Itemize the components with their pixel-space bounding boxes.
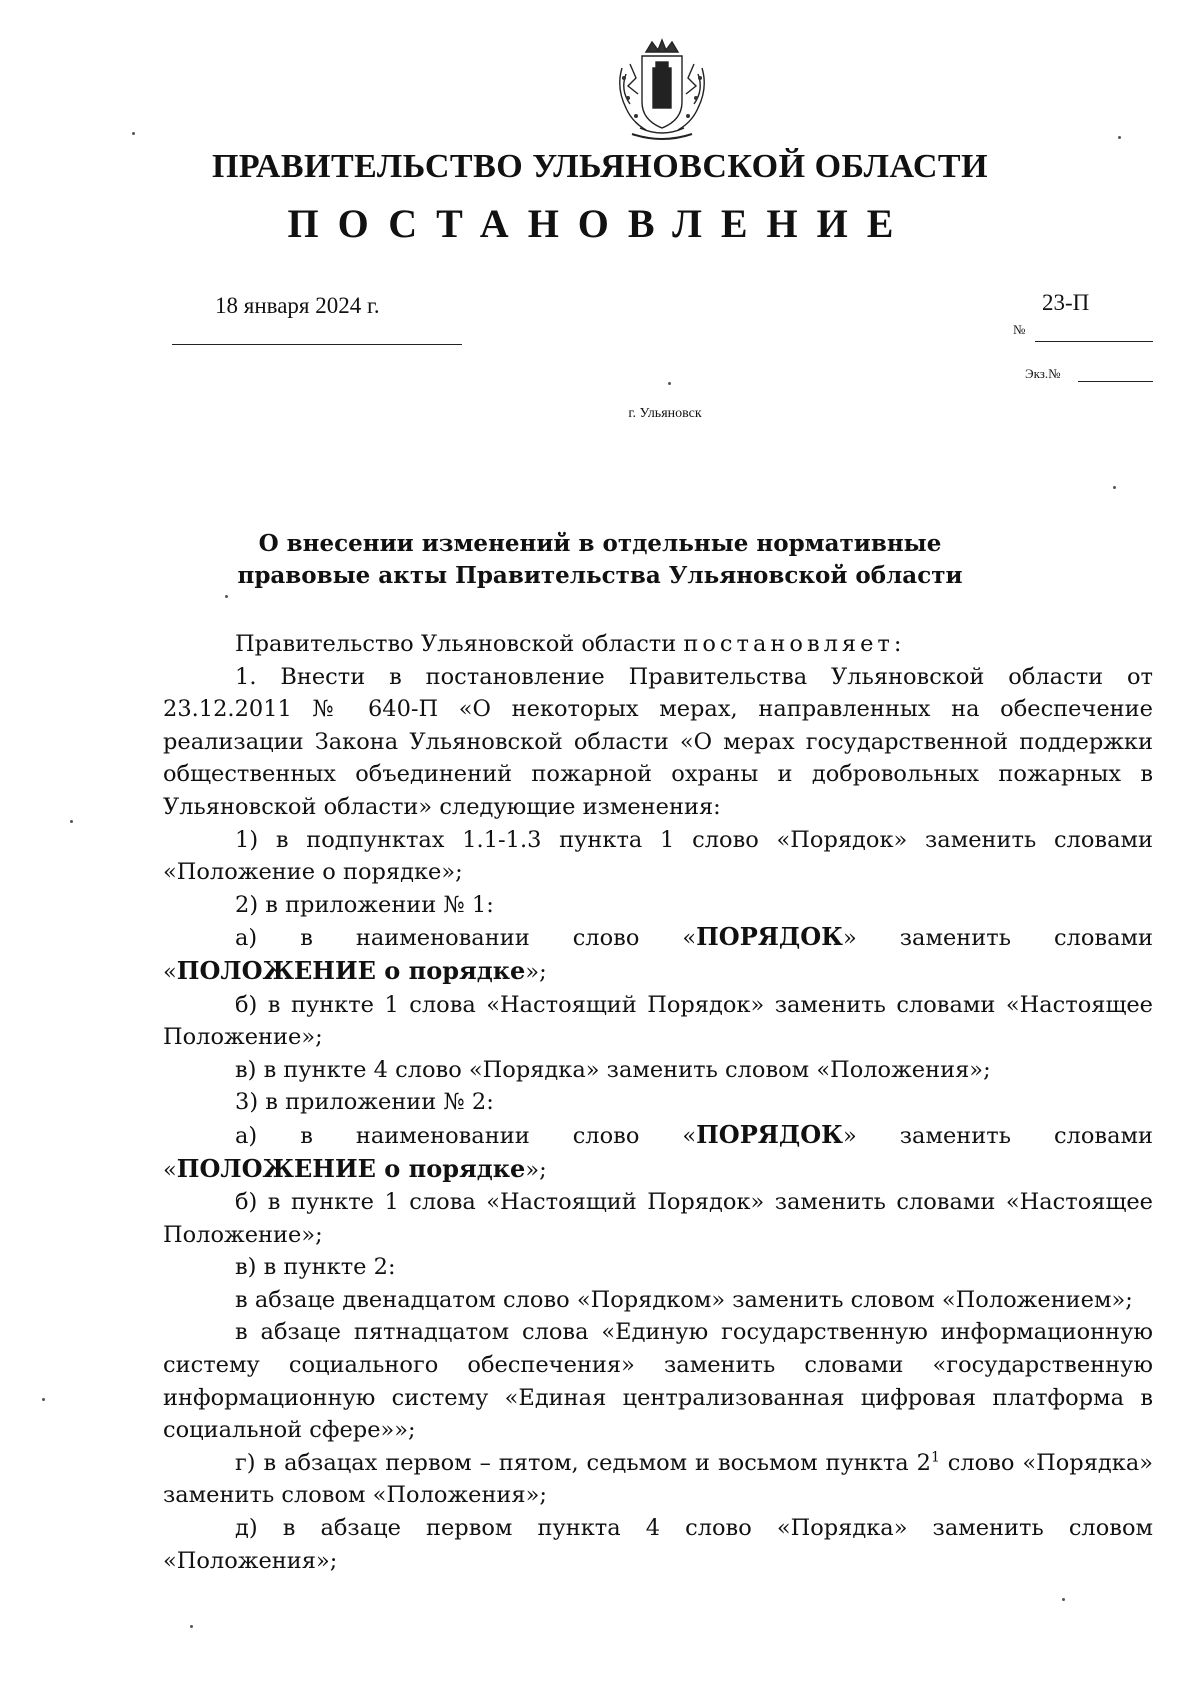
subject-line-2: правовые акты Правительства Ульяновской области	[237, 562, 963, 589]
scan-speck	[1062, 1598, 1065, 1601]
text: а) в наименовании слово «	[235, 1122, 697, 1149]
paragraph: б) в пункте 1 слова «Настоящий Порядок» заменить словами «Настоящее Положение»;	[163, 991, 1153, 1051]
document-subject	[0, 528, 1200, 592]
scan-speck	[70, 820, 73, 823]
paragraph	[163, 628, 1153, 661]
paragraph: в абзаце двенадцатом слово «Порядком» заменить словом «Положением»;	[235, 1286, 1133, 1313]
scan-speck	[225, 595, 228, 598]
paragraph: 2) в приложении № 1:	[235, 891, 494, 918]
text: » заменить словами «	[163, 1122, 1153, 1183]
paragraph	[163, 921, 1153, 988]
superscript: 1	[930, 1449, 940, 1466]
resolves-word: постановляет	[683, 631, 894, 657]
scan-speck	[190, 1625, 193, 1628]
text: »;	[525, 1156, 547, 1183]
paragraph: 1) в подпунктах 1.1-1.3 пункта 1 слово «Порядок» заменить словами «Положение о порядке»;	[163, 826, 1153, 886]
bold-text: ПОЛОЖЕНИЕ о порядке	[176, 955, 526, 985]
document-date: 18 января 2024 г.	[215, 293, 380, 318]
paragraph: д) в абзаце первом пункта 4 слово «Порядка» заменить словом «Положения»;	[163, 1515, 1153, 1574]
copy-number-underline	[1078, 381, 1153, 382]
text: г) в абзацах первом – пятом, седьмом и восьмом пункта 2	[235, 1449, 931, 1476]
number-underline	[1035, 341, 1153, 342]
government-name: ПРАВИТЕЛЬСТВО УЛЬЯНОВСКОЙ ОБЛАСТИ	[211, 148, 989, 185]
paragraph: в) в пункте 4 слово «Порядка» заменить словом «Положения»;	[235, 1056, 991, 1083]
scan-speck	[1113, 486, 1116, 489]
paragraph: 3) в приложении № 2:	[235, 1089, 494, 1116]
scan-speck	[132, 132, 135, 135]
text: а) в наименовании слово «	[235, 925, 697, 952]
document-type: ПОСТАНОВЛЕНИЕ	[287, 201, 913, 246]
paragraph: в абзаце пятнадцатом слова «Единую государственную информационную систему социального обеспечения» заменить словами «государственную информационную систему «Единая централизованная цифровая платформа в социальной сфере»»;	[163, 1319, 1153, 1444]
number-label: №	[1013, 322, 1026, 337]
paragraph: в) в пункте 2:	[235, 1254, 396, 1281]
paragraph	[163, 1447, 1153, 1512]
coat-of-arms-icon	[612, 38, 712, 144]
scan-speck	[42, 1398, 45, 1401]
paragraph: б) в пункте 1 слова «Настоящий Порядок» заменить словами «Настоящее Положение»;	[163, 1189, 1153, 1248]
city: г. Ульяновск	[628, 406, 702, 421]
text: :	[893, 631, 902, 657]
text: Правительство Ульяновской области	[235, 631, 684, 657]
bold-text: ПОРЯДОК	[696, 1119, 843, 1149]
document-body	[163, 628, 1153, 1577]
paragraph: 1. Внести в постановление Правительства Ульяновской области от 23.12.2011 № 640-П «О некоторых мерах, направленных на обеспечение реализации Закона Ульяновской области «О мерах государственной поддержки общественных объединений пожарной охраны и добровольных пожарных в Ульяновской области» следующие изменения:	[163, 663, 1153, 820]
paragraph	[163, 1119, 1153, 1186]
copy-number-label: Экз.№	[1025, 366, 1061, 381]
bold-text: ПОЛОЖЕНИЕ о порядке	[176, 1153, 526, 1183]
scan-speck	[1118, 136, 1121, 139]
date-underline	[172, 344, 462, 345]
text: слово «Порядка» заменить словом «Положения»;	[163, 1449, 1154, 1509]
subject-line-1: О внесении изменений в отдельные нормативные	[258, 530, 942, 557]
text: »;	[525, 958, 547, 985]
document-number: 23-П	[1042, 290, 1090, 315]
bold-text: ПОРЯДОК	[696, 922, 843, 952]
text: » заменить словами «	[163, 925, 1153, 985]
scan-speck	[668, 382, 671, 385]
